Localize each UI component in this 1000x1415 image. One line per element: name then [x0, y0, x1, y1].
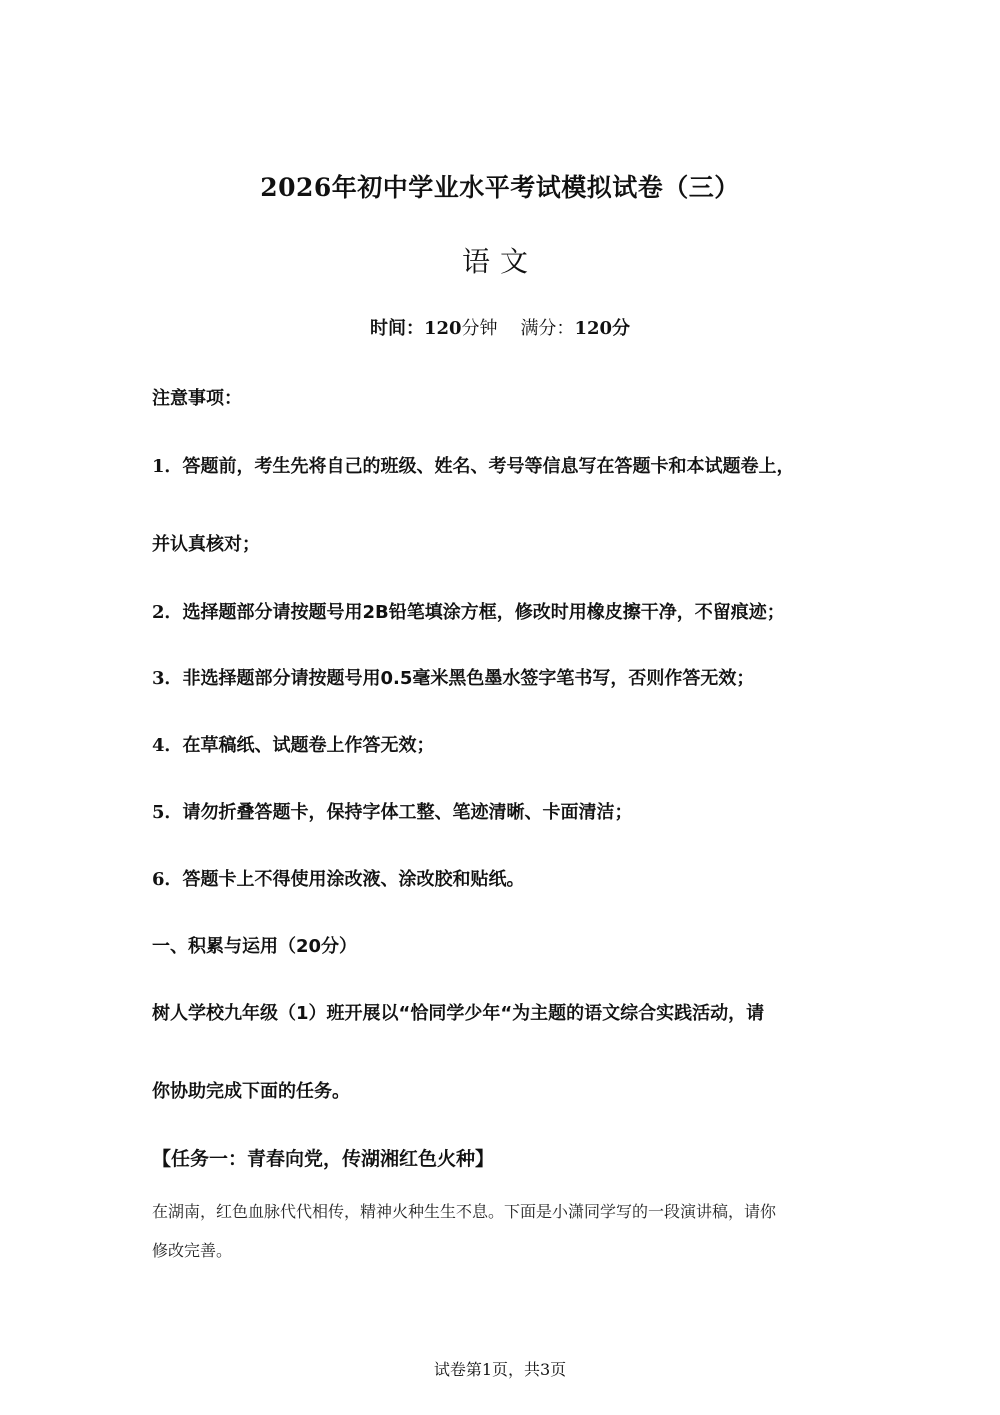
notice-item-5 — [152, 798, 633, 824]
notice-item-1 — [152, 452, 795, 478]
task-heading: 【任务一：青春向党，传湖湘红色火种】 — [152, 1148, 495, 1170]
time-label: 时间： — [369, 318, 424, 339]
score-unit: 分 — [612, 318, 631, 339]
notice-item-1-continued: 并认真核对； — [152, 534, 260, 555]
notice-text: 非选择题部分请按题号用0.5毫米黑色墨水签字笔书写，否则作答无效； — [182, 668, 755, 689]
section-intro-line-1: 树人学校九年级（1）班开展以“恰同学少年“为主题的语文综合实践活动，请 — [152, 1003, 765, 1024]
notice-item-3 — [152, 664, 754, 690]
score-label: 满分： — [520, 318, 575, 339]
notice-number: 6． — [152, 869, 183, 890]
notice-text: 答题卡上不得使用涂改液、涂改胶和贴纸。 — [182, 869, 525, 890]
time-value: 120 — [423, 318, 462, 339]
notice-number: 1． — [152, 456, 183, 477]
section-intro-line-2: 你协助完成下面的任务。 — [152, 1081, 350, 1102]
notice-text: 请勿折叠答题卡，保持字体工整、笔迹清晰、卡面清洁； — [182, 802, 633, 823]
subject-title: 语文 — [461, 245, 538, 278]
notice-number: 5． — [152, 802, 183, 823]
notice-item-2 — [152, 598, 785, 624]
exam-meta — [0, 314, 1000, 340]
notice-number: 2． — [152, 602, 183, 623]
time-unit: 分钟 — [461, 318, 498, 339]
notice-text: 答题前，考生先将自己的班级、姓名、考号等信息写在答题卡和本试题卷上， — [182, 456, 795, 477]
notice-number: 3． — [152, 668, 183, 689]
notice-text: 在草稿纸、试题卷上作答无效； — [182, 735, 435, 756]
notice-item-6 — [152, 865, 525, 891]
task-text-line-1: 在湖南，红色血脉代代相传，精神火种生生不息。下面是小潇同学写的一段演讲稿，请你 — [152, 1202, 777, 1221]
notice-heading: 注意事项： — [152, 388, 242, 409]
notice-number: 4． — [152, 735, 183, 756]
notice-text: 选择题部分请按题号用2B铅笔填涂方框，修改时用橡皮擦干净，不留痕迹； — [182, 602, 785, 623]
notice-item-4 — [152, 731, 435, 757]
score-value: 120 — [574, 318, 613, 339]
task-text-line-2: 修改完善。 — [152, 1241, 233, 1260]
page-footer: 试卷第1页，共3页 — [433, 1360, 567, 1379]
section-heading: 一、积累与运用（20分） — [152, 936, 358, 957]
exam-title: 2026年初中学业水平考试模拟试卷（三） — [260, 173, 740, 202]
